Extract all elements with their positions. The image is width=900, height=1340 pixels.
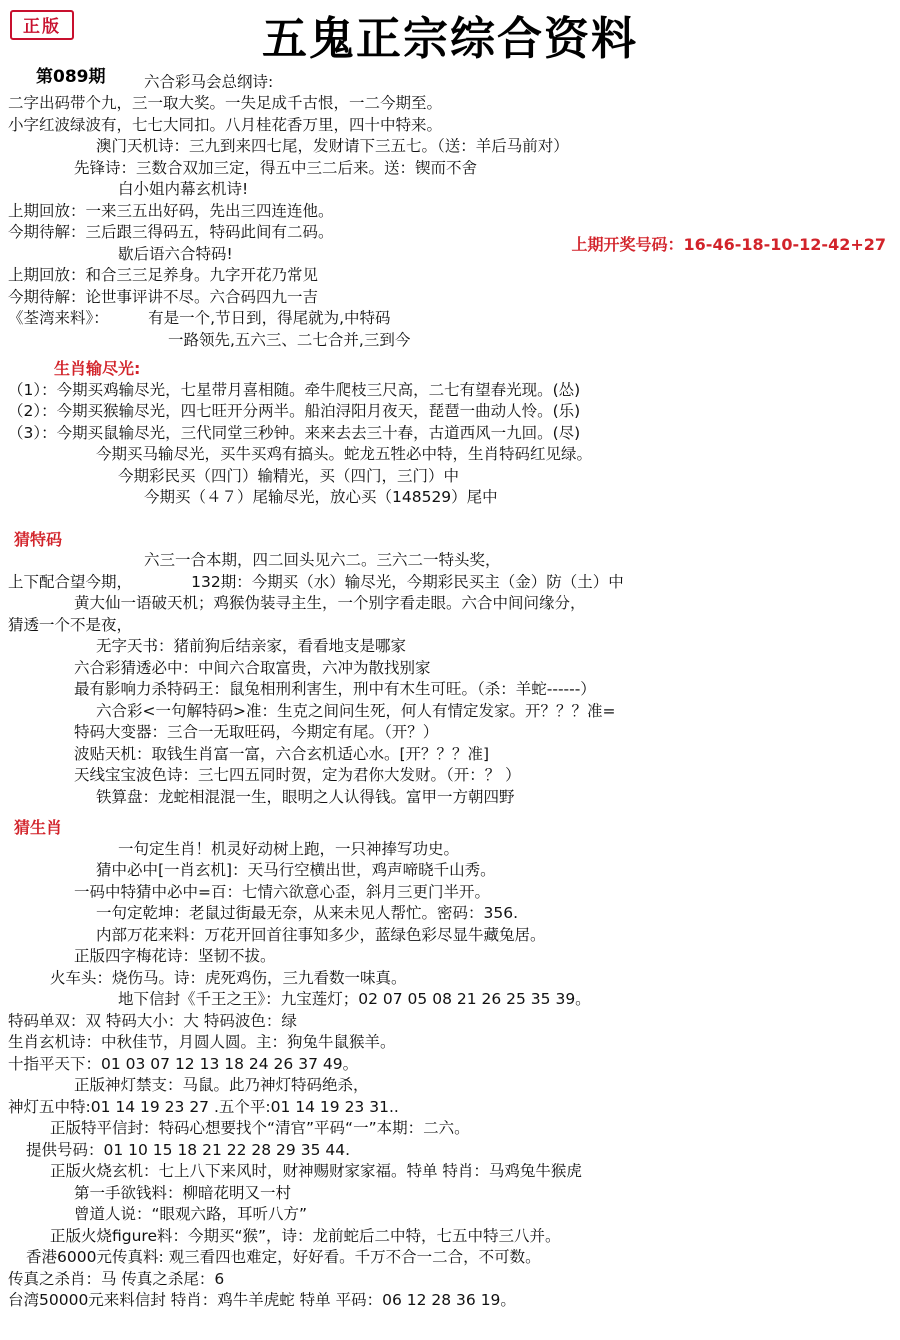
text-line: 十指平天下：01 03 07 12 13 18 24 26 37 49。 — [8, 1054, 359, 1073]
text-line: 今期彩民买（四门）输精光，买（四门，三门）中 — [118, 466, 460, 485]
text-line: 天线宝宝波色诗：三七四五同时贺，定为君你大发财。（开：？ ） — [74, 766, 521, 784]
text-line: 六合彩<一句解特码>准：生克之间问生死，何人有情定发家。开？？？准= — [96, 701, 616, 720]
text-line: 今期待解：三后跟三得码五，特码此间有二码。 — [8, 223, 334, 241]
text-line: 提供号码：01 10 15 18 21 22 28 29 35 44. — [26, 1140, 351, 1159]
text-line: 今期买（４７）尾输尽光，放心买（148529）尾中 — [144, 488, 498, 506]
text-line: 澳门天机诗：三九到来四七尾，发财请下三五七。（送：羊后马前对） — [96, 137, 569, 155]
text-line: 神灯五中特:01 14 19 23 27 .五个平:01 14 19 23 31.. — [8, 1097, 399, 1116]
text-line: （1）：今期买鸡输尽光，七星带月喜相随。牵牛爬枝三尺高，二七有望春光现。(怂) — [8, 380, 581, 399]
text-line: 无字天书：猪前狗后结亲家，看看地支是哪家 — [96, 637, 407, 655]
text-line: 地下信封《千王之王》：九宝莲灯；02 07 05 08 21 26 25 35 39。 — [118, 990, 591, 1008]
text-line: 铁算盘：龙蛇相混混一生，眼明之人认得钱。富甲一方朝四野 — [96, 787, 515, 806]
text-line: 正版四字梅花诗：坚韧不拔。 — [74, 947, 276, 965]
section-heading-shengxiao: 生肖输尽光: — [54, 359, 141, 378]
text-line: 上下配合望今期， 132期：今期买（水）输尽光，今期彩民买主（金）防（土）中 — [8, 572, 624, 591]
last-draw-numbers: 16-46-18-10-12-42+27 — [683, 235, 886, 254]
page-title: 五鬼正宗综合资料 — [261, 12, 638, 65]
text-line: 传真之杀肖：马 传真之杀尾：6 — [8, 1269, 225, 1288]
text-line: 上期回放：和合三三足养身。九字开花乃常见 — [8, 266, 319, 284]
text-line: 小字红波绿波有，七七大同扣。八月桂花香万里，四十中特来。 — [8, 115, 443, 134]
text-line: 正版特平信封：特码心想要找个“清官”平码“一”本期：二六。 — [50, 1119, 470, 1137]
text-line: 正版神灯禁支：马鼠。此乃神灯特码绝杀， — [74, 1076, 369, 1094]
text-line: 台湾50000元来料信封 特肖：鸡牛羊虎蛇 特单 平码：06 12 28 36 19。 — [8, 1291, 516, 1309]
text-line: 波贴天机：取钱生肖富一富，六合玄机适心水。[开？？？准] — [74, 744, 490, 763]
last-draw-label: 上期开奖号码： — [571, 235, 684, 254]
text-line: 六三一合本期，四二回头见六二。三六二一特头奖， — [144, 551, 501, 569]
text-line: 正版火烧玄机：七上八下来风时，财神赐财家家福。特单 特肖：马鸡兔牛猴虎 — [50, 1162, 582, 1180]
authenticity-badge: 正版 — [10, 10, 74, 40]
text-line: 白小姐内幕玄机诗! — [118, 180, 249, 198]
text-line: 六合彩马会总纲诗: — [144, 72, 274, 91]
text-line: （3）：今期买鼠输尽光，三代同堂三秒钟。来来去去三十春，古道西风一九回。(尽) — [8, 423, 581, 442]
text-line: 曾道人说：“眼观六路，耳听八方” — [74, 1205, 308, 1223]
section-heading-shengxiao-guess: 猜生肖 — [14, 818, 63, 837]
section-heading-tema: 猜特码 — [14, 529, 63, 549]
text-line: 黄大仙一语破天机；鸡猴伪装寻主生，一个别字看走眼。六合中间问缘分， — [74, 594, 586, 612]
text-line: 香港6000元传真料: 观三看四也难定，好好看。千万不合一二合，不可数。 — [26, 1248, 541, 1266]
text-line: （2）：今期买猴输尽光，四七旺开分两半。船泊浔阳月夜天，琵琶一曲动人怜。(乐) — [8, 402, 581, 420]
text-line: 一码中特猜中必中=百：七情六欲意心歪，斜月三更门半开。 — [74, 882, 490, 901]
text-line: 生肖玄机诗：中秋佳节，月圆人圆。主：狗兔牛鼠猴羊。 — [8, 1033, 396, 1051]
text-line: 六合彩猜透必中：中间六合取富贵，六冲为散找别家 — [74, 658, 431, 677]
text-line: 火车头：烧伤马。诗：虎死鸡伤，三九看数一味真。 — [50, 968, 407, 987]
document-body — [8, 72, 892, 1312]
text-line: 一句定生肖！机灵好动树上跑，一只神捧写功史。 — [118, 839, 460, 858]
text-line: 今期待解：论世事评讲不尽。六合码四九一吉 — [8, 287, 319, 306]
text-line: 一路领先,五六三、二七合并,三到今 — [168, 330, 411, 349]
text-line: 内部万花来料：万花开回首往事知多少，蓝绿色彩尽显牛藏兔居。 — [96, 925, 546, 944]
text-line: 最有影响力杀特码王：鼠兔相刑利害生，刑中有木生可旺。（杀：羊蛇------） — [74, 680, 596, 698]
text-line: 上期回放：一来三五出好码，先出三四连连他。 — [8, 201, 334, 220]
text-line: 歇后语六合特码! — [118, 244, 233, 263]
text-line: 一句定乾坤：老鼠过街最无奈，从来未见人帮忙。密码：356. — [96, 904, 519, 922]
text-line: 特码大变器：三合一无取旺码，今期定有尾。（开？） — [74, 723, 439, 741]
text-line: 先锋诗：三数合双加三定，得五中三二后来。送：锲而不舍 — [74, 158, 478, 177]
issue-number: 第089期 — [36, 67, 106, 87]
text-line: 特码单双：双 特码大小：大 特码波色：绿 — [8, 1011, 297, 1030]
text-line: 今期买马输尽光，买牛买鸡有搞头。蛇龙五牲必中特，生肖特码红见绿。 — [96, 445, 593, 463]
text-line: 第一手欲钱料：柳暗花明又一村 — [74, 1183, 292, 1202]
text-line: 猜中必中[一肖玄机]：天马行空横出世，鸡声啼晓千山秀。 — [96, 861, 496, 879]
text-line: 《荃湾来料》： 有是一个,节日到，得尾就为,中特码 — [8, 309, 391, 327]
text-line: 正版火烧figure料：今期买“猴”，诗：龙前蛇后二中特，七五中特三八并。 — [50, 1226, 561, 1245]
text-line: 猜透一个不是夜， — [8, 615, 133, 634]
text-line: 二字出码带个九，三一取大奖。一失足成千古恨，一二今期至。 — [8, 94, 443, 112]
